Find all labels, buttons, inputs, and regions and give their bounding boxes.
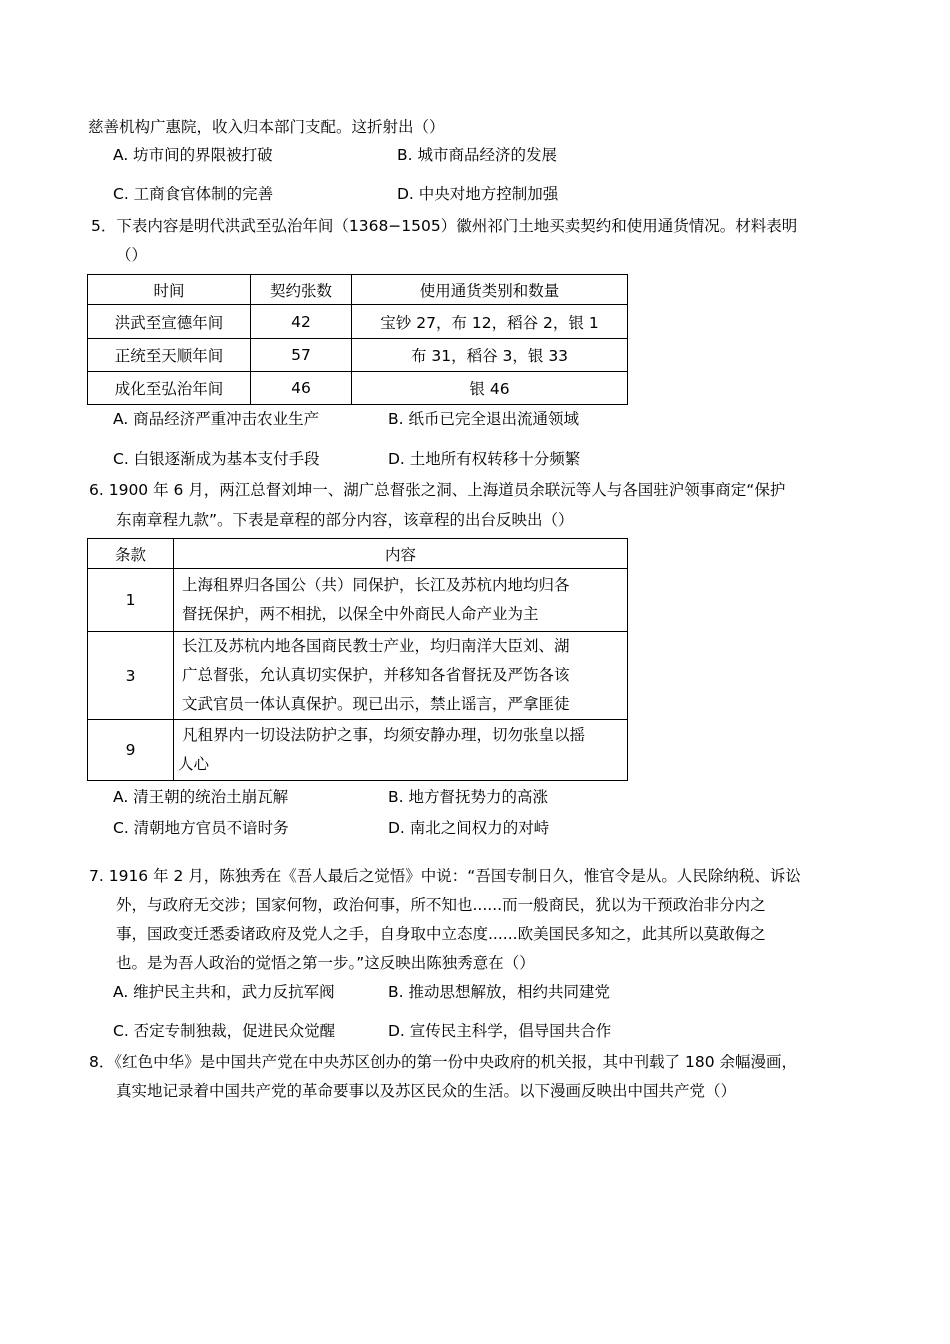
q6-cell-clause: 1 xyxy=(88,569,174,632)
table-row xyxy=(88,569,628,632)
q7-option-c: C. 否定专制独裁，促进民众觉醒 xyxy=(113,1022,336,1040)
q4-option-c: C. 工商食官体制的完善 xyxy=(113,185,274,203)
q5-cell-currency: 布 31，稻谷 3，银 33 xyxy=(352,339,628,372)
q7-stem-line-2: 外，与政府无交涉；国家何物，政治何事，所不知也......而一般商民，犹以为干预政治非分内之 xyxy=(116,896,766,914)
q4-option-b: B. 城市商品经济的发展 xyxy=(397,146,557,164)
q5-cell-period: 成化至弘治年间 xyxy=(88,372,251,405)
q6-option-b: B. 地方督抚势力的高涨 xyxy=(388,788,548,806)
q5-header-currency: 使用通货类别和数量 xyxy=(352,275,628,305)
q6-content-line: 广总督张，允认真切实保护，并移知各省督抚及严饬各该 xyxy=(182,666,570,684)
q8-stem-line-1: 8．《红色中华》是中国共产党在中央苏区创办的第一份中央政府的机关报，其中刊载了 180 余幅漫画， xyxy=(89,1053,798,1071)
q4-option-a: A. 坊市间的界限被打破 xyxy=(113,146,273,164)
q5-cell-period: 洪武至宣德年间 xyxy=(88,305,251,339)
q7-stem-line-1: 7. 1916 年 2 月，陈独秀在《吾人最后之觉悟》中说：“吾国专制日久，惟官令是从。人民除纳税、诉讼 xyxy=(89,867,801,885)
q4-option-d: D. 中央对地方控制加强 xyxy=(397,185,559,203)
q8-stem-line-2: 真实地记录着中国共产党的革命要事以及苏区民众的生活。以下漫画反映出中国共产党（） xyxy=(116,1082,737,1100)
q7-option-b: B. 推动思想解放，相约共同建党 xyxy=(388,983,610,1001)
q6-cell-content xyxy=(174,569,628,632)
q6-option-d: D. 南北之间权力的对峙 xyxy=(388,819,550,837)
table-row xyxy=(88,720,628,781)
q6-cell-clause: 3 xyxy=(88,632,174,720)
q5-option-d: D. 土地所有权转移十分频繁 xyxy=(388,450,581,468)
q7-option-a: A. 维护民主共和，武力反抗军阀 xyxy=(113,983,335,1001)
table-row xyxy=(88,372,628,405)
q6-stem-line-2: 东南章程九款”。下表是章程的部分内容，该章程的出台反映出（） xyxy=(116,511,574,529)
q7-stem-line-4: 也。是为吾人政治的觉悟之第一步。”这反映出陈独秀意在（） xyxy=(116,954,535,972)
q4-stem-tail: 慈善机构广惠院，收入归本部门支配。这折射出（） xyxy=(88,118,445,136)
q5-cell-count: 42 xyxy=(251,305,352,339)
q6-cell-content xyxy=(174,720,628,781)
q7-option-d: D. 宣传民主科学，倡导国共合作 xyxy=(388,1022,612,1040)
q6-header-content: 内容 xyxy=(174,539,628,569)
q6-content-line: 上海租界归各国公（共）同保护，长江及苏杭内地均归各 xyxy=(182,576,570,594)
table-row xyxy=(88,339,628,372)
q6-cell-clause: 9 xyxy=(88,720,174,781)
q7-stem-line-3: 事，国政变迁悉委诸政府及党人之手，自身取中立态度......欧美国民多知之，此其所以莫敢侮之 xyxy=(116,925,766,943)
q5-stem-line-2: （） xyxy=(116,246,148,264)
table-row xyxy=(88,305,628,339)
q6-content-line: 文武官员一体认真保护。现已出示，禁止谣言，严拿匪徒 xyxy=(182,695,570,713)
q6-content-line: 督抚保护，两不相扰，以保全中外商民人命产业为主 xyxy=(182,605,539,623)
q6-cell-content xyxy=(174,632,628,720)
q5-header-period: 时间 xyxy=(88,275,251,305)
q5-option-a: A. 商品经济严重冲击农业生产 xyxy=(113,410,320,428)
q6-content-line: 人心 xyxy=(178,755,210,773)
q5-header-count: 契约张数 xyxy=(251,275,352,305)
q5-table xyxy=(87,274,628,405)
q5-cell-count: 46 xyxy=(251,372,352,405)
q5-option-c: C. 白银逐渐成为基本支付手段 xyxy=(113,450,320,468)
q6-content-line: 长江及苏杭内地各国商民教士产业，均归南洋大臣刘、湖 xyxy=(182,637,570,655)
q6-table xyxy=(87,538,628,781)
q6-option-a: A. 清王朝的统治土崩瓦解 xyxy=(113,788,289,806)
q6-content-line: 凡租界内一切设法防护之事，均须安静办理，切勿张皇以摇 xyxy=(182,726,586,744)
q5-cell-period: 正统至天顺年间 xyxy=(88,339,251,372)
q6-header-clause: 条款 xyxy=(88,539,174,569)
q6-option-c: C. 清朝地方官员不谙时务 xyxy=(113,819,289,837)
q5-cell-currency: 银 46 xyxy=(352,372,628,405)
q5-cell-count: 57 xyxy=(251,339,352,372)
q6-stem-line-1: 6. 1900 年 6 月，两江总督刘坤一、湖广总督张之洞、上海道员余联沅等人与各国驻沪领事商定“保护 xyxy=(89,481,786,499)
q5-cell-currency: 宝钞 27，布 12，稻谷 2，银 1 xyxy=(352,305,628,339)
q5-option-b: B. 纸币已完全退出流通领域 xyxy=(388,410,579,428)
q5-stem-line-1: 5．下表内容是明代洪武至弘治年间（1368−1505）徽州祁门土地买卖契约和使用通货情况。材料表明 xyxy=(91,217,798,235)
table-row xyxy=(88,632,628,720)
